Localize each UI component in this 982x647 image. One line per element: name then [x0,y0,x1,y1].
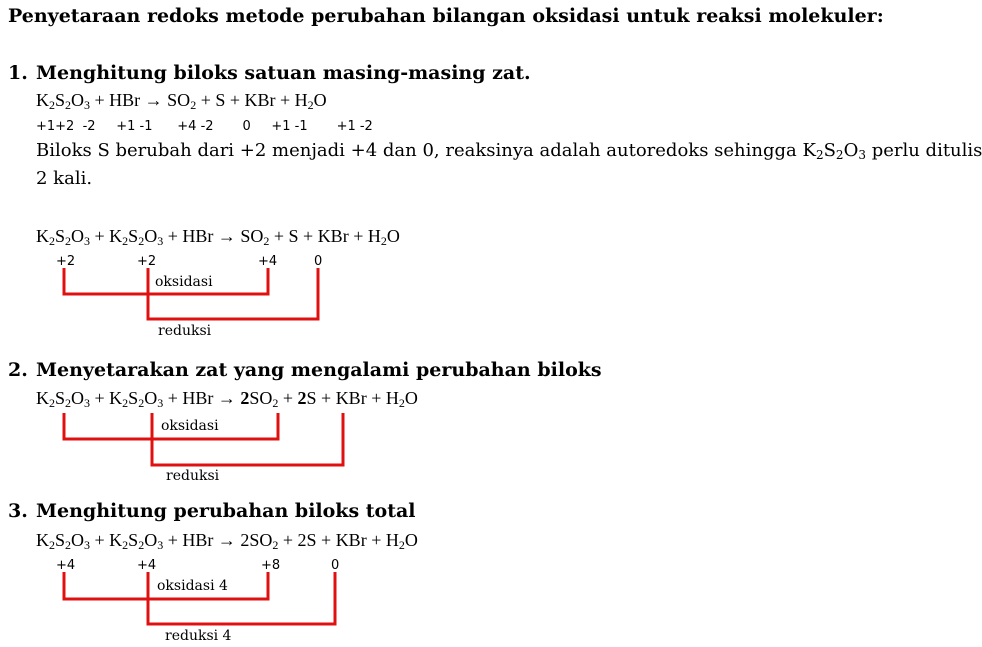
step-3-label-b: +4 [137,558,157,573]
step-1-label-c: +4 [258,254,278,269]
step-1-equation: $K_2S_2O_3$ + HBr → $SO_2 + S$ + KBr + $H_2O$ [36,90,327,112]
step-3-label-a: +4 [56,558,76,573]
step-2-equation: $K_2S_2O_3 + K_2S_2O_3$ + HBr → $2SO_2 + 2S$ + KBr + $H_2O$ [36,388,418,410]
step-2-number: 2. [8,359,28,381]
step-1-label-d: 0 [314,254,323,269]
step-1-reduction-label: reduksi [158,323,212,339]
step-1-oxidation-numbers: +1+2 -2 +1 -1 +4 -2 0 +1 -1 +1 -2 [36,119,373,134]
step-3-label-c: +8 [261,558,281,573]
step-3-heading: Menghitung perubahan biloks total [36,500,416,522]
step-3-reduction-label: reduksi 4 [165,628,232,644]
step-1-equation-2: $K_2S_2O_3 + K_2S_2O_3$ + HBr → $SO_2 + S$ + KBr + $H_2O$ [36,226,400,248]
step-3-equation: $K_2S_2O_3 + K_2S_2O_3$ + HBr → $2SO_2 + 2S$ + KBr + $H_2O$ [36,530,418,552]
step-3-label-d: 0 [331,558,340,573]
step-1-oxidation-label: oksidasi [155,274,213,290]
step-1-explanation: Biloks S berubah dari +2 menjadi +4 dan 0, reaksinya adalah autoredoks sehingga $K_2S_2O_3$ perlu ditulis [36,140,982,162]
step-3-number: 3. [8,500,28,522]
step-1-explanation-cont: 2 kali. [36,168,93,189]
step-1-label-a: +2 [56,254,76,269]
step-2-oxidation-label: oksidasi [161,418,219,434]
step-1-heading: Menghitung biloks satuan masing-masing zat. [36,62,531,84]
step-2-heading: Menyetarakan zat yang mengalami perubahan biloks [36,359,602,381]
step-1-number: 1. [8,62,28,84]
step-2-reduction-label: reduksi [166,468,220,484]
step-1-label-b: +2 [137,254,157,269]
page-title: Penyetaraan redoks metode perubahan bilangan oksidasi untuk reaksi molekuler: [8,5,884,27]
step-3-oxidation-label: oksidasi 4 [157,578,228,594]
